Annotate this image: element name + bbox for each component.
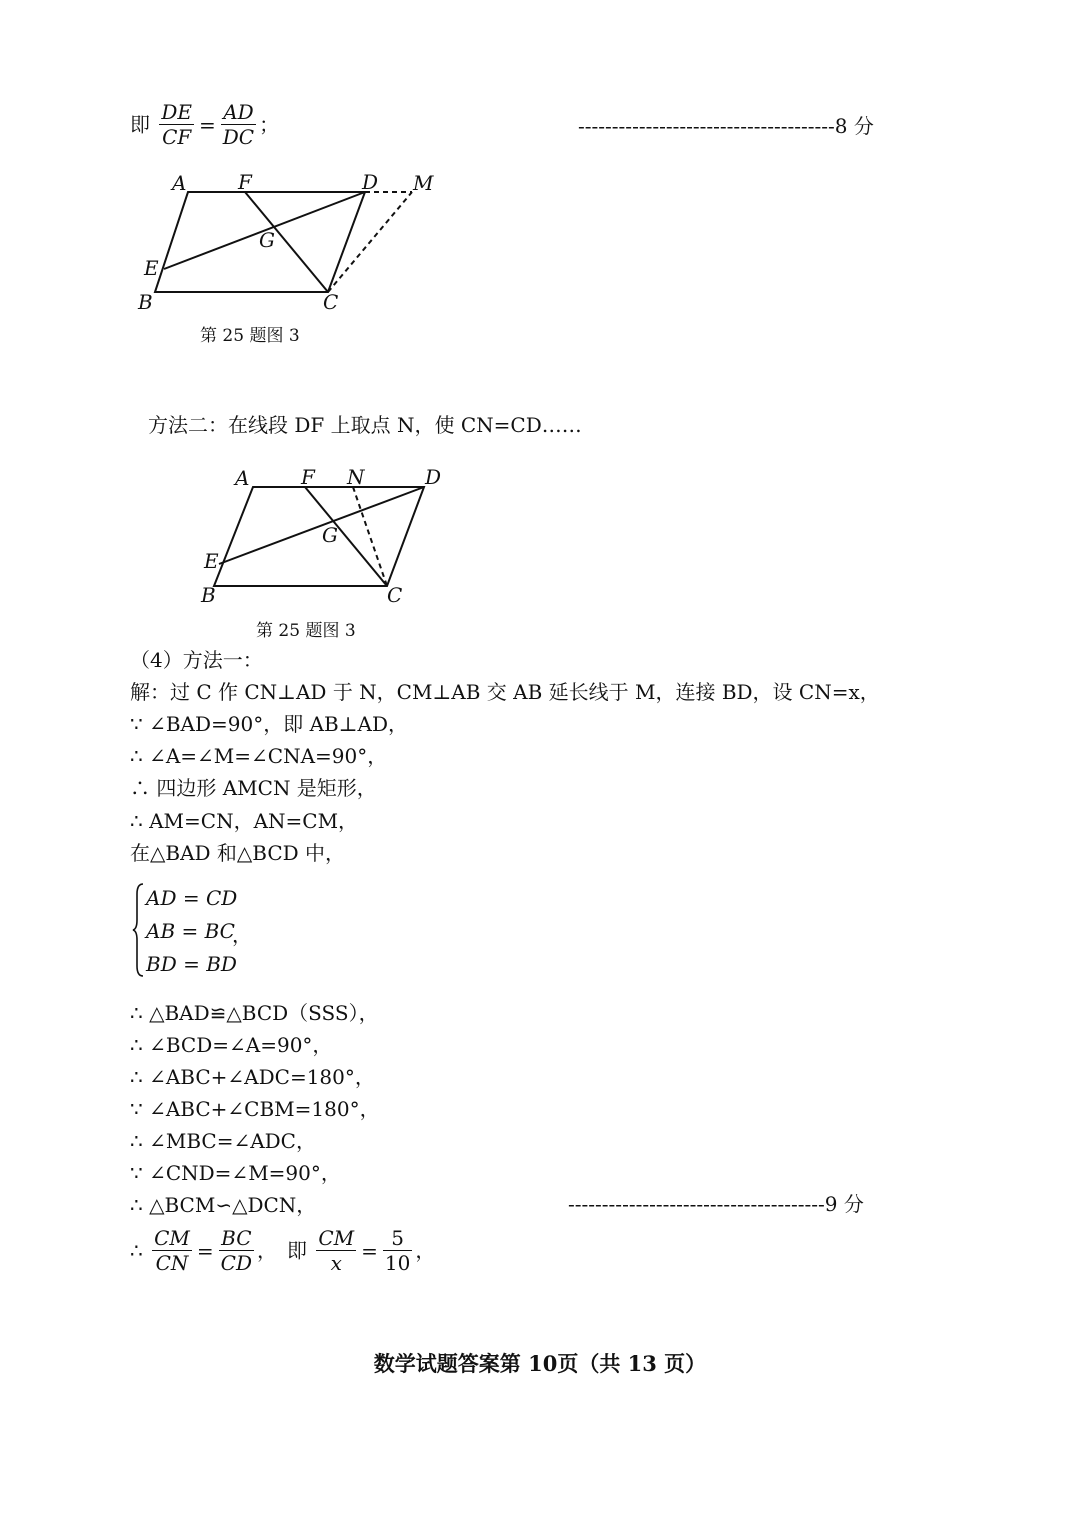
fraction-cm-x	[316, 1226, 356, 1275]
label-b: B	[138, 290, 153, 314]
figure-2-caption: 第 25 题图 3	[256, 621, 356, 641]
label-d: D	[425, 465, 442, 489]
ratio-equation	[130, 100, 279, 149]
left-brace-icon	[132, 880, 146, 980]
solution-line: ∵ ∠BAD=90°，即 AB⊥AD，	[130, 712, 409, 736]
label-m: M	[413, 171, 434, 195]
fraction-denominator: CN	[155, 1251, 189, 1275]
ratio-suffix: ；	[259, 112, 280, 137]
label-f: F	[238, 170, 252, 194]
segment-fc	[305, 487, 387, 586]
fraction-denominator: DC	[222, 125, 255, 149]
final-suffix: ，	[415, 1238, 436, 1263]
parallelogram-abcd	[214, 487, 424, 586]
fraction-numerator: BC	[219, 1226, 254, 1251]
solution-line: ∵ ∠CND=∠M=90°，	[130, 1161, 341, 1185]
label-a: A	[172, 171, 187, 195]
fraction-numerator: CM	[318, 1226, 355, 1250]
fraction-numerator: 5	[383, 1226, 412, 1251]
score-8: --------------------------------------8 分	[578, 114, 874, 138]
label-c: C	[387, 583, 403, 607]
fraction-bc-cd	[219, 1226, 254, 1275]
fraction-numerator: DE	[161, 100, 192, 124]
fraction-5-10	[383, 1226, 412, 1275]
fraction-ad-dc	[221, 100, 256, 149]
label-g: G	[322, 523, 338, 547]
label-e: E	[204, 549, 219, 573]
solution-line: 在△BAD 和△BCD 中，	[130, 841, 346, 865]
fraction-denominator: 10	[384, 1251, 411, 1275]
solution-line: ∴ 四边形 AMCN 是矩形，	[130, 776, 377, 800]
equals-sign: =	[196, 1238, 214, 1263]
label-e: E	[144, 256, 159, 280]
ratio-prefix: 即	[130, 112, 150, 137]
final-proportion	[130, 1226, 435, 1275]
score-9: --------------------------------------9 分	[568, 1192, 864, 1216]
label-d: D	[362, 170, 379, 194]
part-4-heading: （4）方法一：	[130, 648, 263, 672]
label-c: C	[323, 290, 339, 314]
system-equation: AB = BC	[146, 919, 235, 943]
system-equation: BD = BD	[146, 952, 237, 976]
label-a: A	[235, 466, 250, 490]
segment-fc	[245, 192, 328, 292]
fraction-de-cf	[159, 100, 194, 149]
label-b: B	[201, 583, 216, 607]
fraction-numerator: CM	[154, 1226, 190, 1250]
figure-parallelogram-1	[120, 165, 460, 325]
fraction-denominator: CF	[162, 125, 192, 149]
solution-line: 解：过 C 作 CN⊥AD 于 N，CM⊥AB 交 AB 延长线于 M，连接 BD，设 CN=x，	[130, 680, 880, 704]
label-n: N	[347, 465, 365, 489]
figure-1-caption: 第 25 题图 3	[200, 326, 300, 346]
page-footer: 数学试题答案第 10页（共 13 页）	[373, 1351, 707, 1376]
segment-cm	[328, 192, 412, 292]
fraction-denominator: CD	[220, 1251, 252, 1275]
solution-line: ∴ ∠BCD=∠A=90°，	[130, 1033, 333, 1057]
fraction-cm-cn	[152, 1226, 192, 1275]
figure-parallelogram-2	[195, 458, 455, 608]
equals-sign: =	[361, 1238, 378, 1263]
solution-line: ∴ ∠A=∠M=∠CNA=90°，	[130, 744, 388, 768]
label-g: G	[259, 228, 275, 252]
equation-system	[132, 880, 332, 980]
solution-line: ∴ ∠ABC+∠ADC=180°，	[130, 1065, 375, 1089]
solution-line: ∴ △BAD≌△BCD（SSS），	[130, 1001, 379, 1025]
fraction-numerator: AD	[221, 100, 256, 125]
system-equation: AD = CD	[146, 886, 238, 910]
method-2-text: 方法二：在线段 DF 上取点 N，使 CN=CD……	[148, 413, 582, 437]
solution-line: ∴ AM=CN，AN=CM，	[130, 809, 359, 833]
fraction-denominator: x	[330, 1251, 342, 1275]
system-suffix: ，	[232, 923, 252, 947]
solution-line: ∴ △BCM∽△DCN，	[130, 1193, 317, 1217]
solution-line: ∵ ∠ABC+∠CBM=180°，	[130, 1097, 380, 1121]
solution-line: ∴ ∠MBC=∠ADC，	[130, 1129, 316, 1153]
final-middle-text: ， 即	[256, 1238, 307, 1263]
therefore-symbol: ∴	[130, 1238, 143, 1263]
equals-sign: =	[199, 112, 216, 137]
label-f: F	[301, 465, 315, 489]
